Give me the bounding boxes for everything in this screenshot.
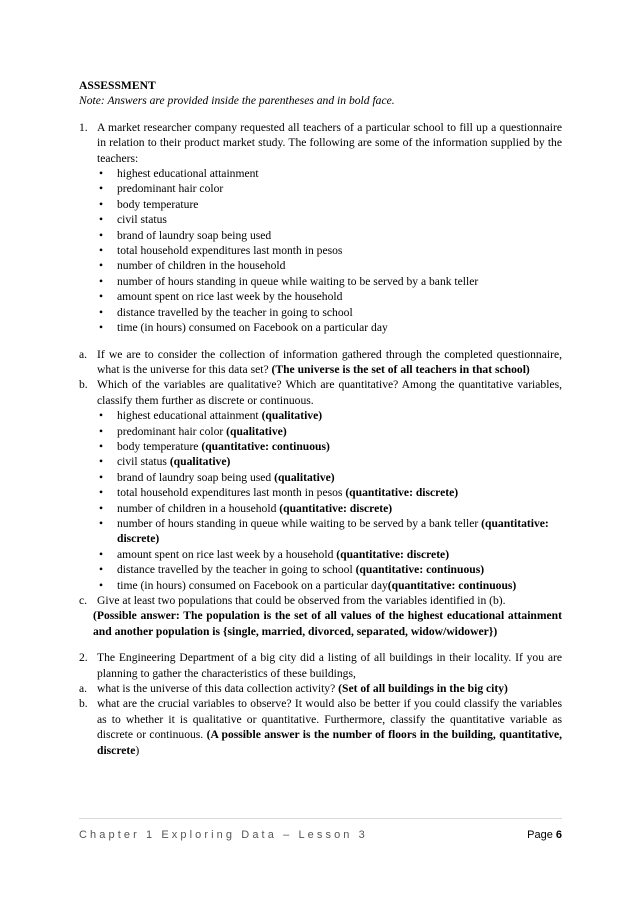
list-item	[79, 562, 562, 577]
answer-text: (qualitative)	[226, 424, 287, 438]
answer-text: (The universe is the set of all teachers in that school)	[271, 362, 530, 376]
answer-note: Note: Answers are provided inside the parentheses and in bold face.	[79, 94, 395, 108]
answer-text: (Possible answer: The population is the set of all values of the highest educational attainment and another population is {single, married, divorced, separated, widow/widower})	[93, 609, 562, 638]
list-item	[79, 547, 562, 562]
question-1c	[79, 593, 562, 608]
question-number: 2.	[79, 651, 88, 665]
answer-text: (quantitative: continuous)	[355, 563, 485, 577]
answer-text: (qualitative)	[274, 470, 335, 484]
list-item: • number of hours standing in queue while waiting to be served by a bank teller	[79, 274, 562, 289]
sub-question-label: b.	[79, 378, 88, 392]
page-number-value: 6	[555, 829, 562, 841]
sub-question-label: a.	[79, 682, 88, 696]
list-item	[79, 578, 562, 593]
list-item	[79, 501, 562, 516]
list-item	[79, 439, 562, 454]
answer-text: (quantitative: discrete)	[117, 516, 549, 546]
variable-name: brand of laundry soap being used	[117, 470, 275, 484]
question-1	[79, 120, 562, 166]
list-item	[79, 516, 562, 547]
question-1b	[79, 377, 562, 408]
answer-text: (qualitative)	[261, 409, 323, 423]
question-text: The Engineering Department of a big city did a listing of all buildings in their locality. If you are planning to gather the characteristics of these buildings,	[97, 651, 562, 680]
question-text: A market researcher company requested all teachers of a particular school to fill up a questionnaire in relation to their product market study. The following are some of the information supplied by the teachers:	[97, 120, 562, 165]
answer-text: (A possible answer is the number of floors in the building, quantitative, discrete	[97, 728, 562, 757]
variable-name: distance travelled by the teacher in going to school	[117, 563, 356, 577]
variable-name: amount spent on rice last week by a household	[117, 547, 337, 561]
answer-text: (quantitative: discrete)	[345, 486, 459, 500]
list-item: • time (in hours) consumed on Facebook on a particular day	[79, 320, 562, 335]
classified-variable-list	[79, 408, 562, 593]
document-body	[79, 78, 562, 758]
list-item	[79, 485, 562, 500]
list-item	[79, 470, 562, 485]
answer-text: (Set of all buildings in the big city)	[338, 682, 508, 696]
question-number: 1.	[79, 120, 88, 134]
variable-name: highest educational attainment	[117, 409, 262, 423]
answer-text: (quantitative: discrete)	[279, 501, 393, 515]
answer-text: (qualitative)	[169, 455, 231, 469]
sub-question-text: Give at least two populations that could be observed from the variables identified in (b).	[97, 594, 506, 607]
list-item: • brand of laundry soap being used	[79, 228, 562, 243]
page-footer	[79, 829, 562, 845]
variable-name: civil status	[117, 455, 170, 469]
list-item: • total household expenditures last month in pesos	[79, 243, 562, 258]
sub-question-label: c.	[79, 594, 88, 607]
variable-list	[79, 166, 562, 335]
list-item: • number of children in the household	[79, 258, 562, 273]
variable-name: total household expenditures last month in pesos	[117, 486, 346, 500]
chapter-label: Chapter 1 Exploring Data – Lesson 3	[79, 829, 368, 841]
list-item: • civil status	[79, 212, 562, 227]
question-1a	[79, 347, 562, 378]
answer-text: (quantitative: continuous)	[387, 578, 517, 592]
sub-question-text: what are the crucial variables to observe? It would also be better if you could classify the variables as to whether it is qualitative or quantitative. Furthermore, classify the quantitative variable as discrete or continuous.	[97, 697, 562, 742]
footer-divider	[79, 818, 562, 819]
list-item: • amount spent on rice last week by the household	[79, 289, 562, 304]
variable-name: body temperature	[117, 439, 202, 453]
variable-name: time (in hours) consumed on Facebook on a particular day	[117, 578, 388, 592]
list-item	[79, 454, 562, 469]
sub-question-label: b.	[79, 697, 88, 711]
variable-name: number of children in a household	[117, 501, 280, 515]
list-item	[79, 408, 562, 423]
answer-text: (quantitative: continuous)	[201, 439, 330, 453]
page-label: Page	[527, 829, 556, 841]
sub-question-label: a.	[79, 347, 88, 361]
question-2a	[79, 681, 562, 696]
list-item: • distance travelled by the teacher in going to school	[79, 305, 562, 320]
list-item	[79, 424, 562, 439]
variable-name: number of hours standing in queue while waiting to be served by a bank teller	[117, 516, 482, 530]
page-number	[527, 829, 562, 841]
sub-question-text: Which of the variables are qualitative? Which are quantitative? Among the quantitative variables, classify them further as discrete or continuous.	[97, 378, 562, 407]
sub-question-text: what is the universe of this data collection activity?	[97, 682, 339, 696]
question-2b	[79, 696, 562, 758]
list-item: • highest educational attainment	[79, 166, 562, 181]
variable-name: predominant hair color	[117, 424, 227, 438]
answer-text: (quantitative: discrete)	[336, 547, 450, 561]
closing-paren: )	[135, 743, 140, 757]
list-item: • body temperature	[79, 197, 562, 212]
sub-question-text: If we are to consider the collection of information gathered through the completed questionnaire, what is the universe for this data set?	[97, 347, 562, 376]
question-2	[79, 650, 562, 681]
list-item: • predominant hair color	[79, 181, 562, 196]
page-title: ASSESSMENT	[79, 79, 156, 92]
